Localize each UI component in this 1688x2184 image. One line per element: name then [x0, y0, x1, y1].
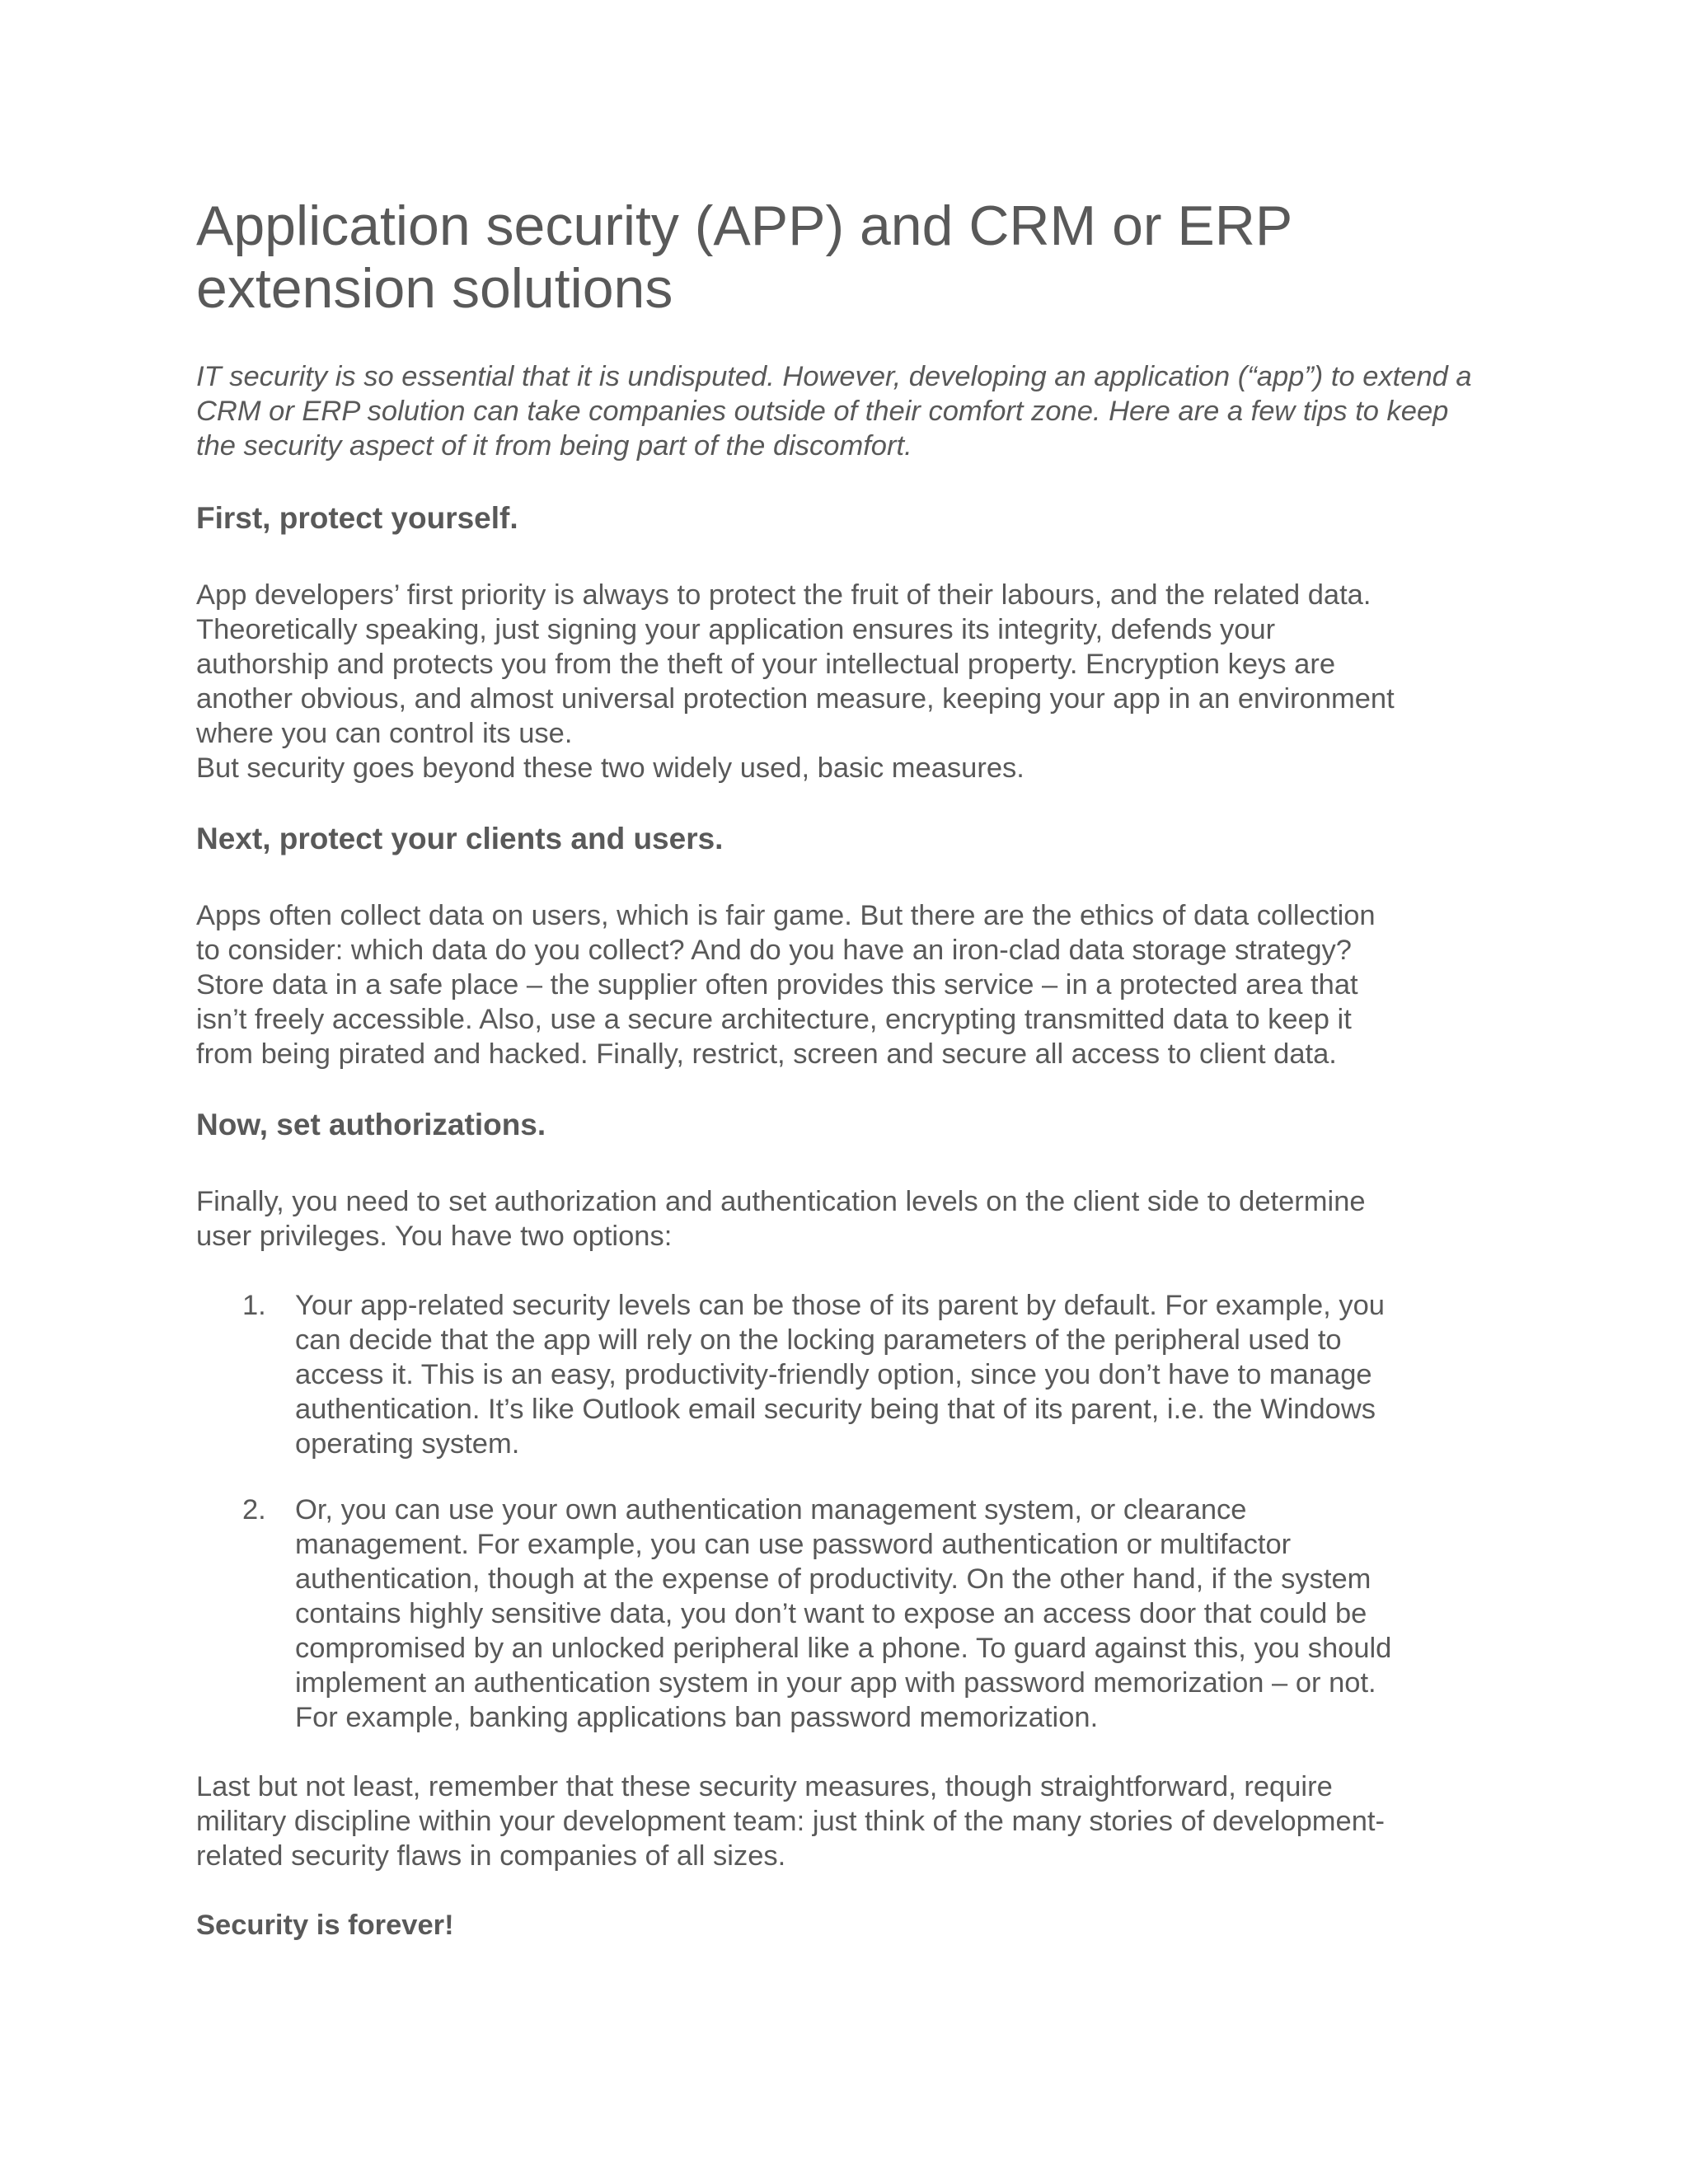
paragraph-line: Finally, you need to set authorization and authentication levels on the client side to determine: [196, 1186, 1366, 1217]
section-paragraph-protect-clients: [196, 898, 1507, 1071]
paragraph-line: But security goes beyond these two widely used, basic measures.: [196, 752, 1025, 784]
section-paragraph-protect-yourself: [196, 578, 1507, 785]
paragraph-line: Apps often collect data on users, which is fair game. But there are the ethics of data collection: [196, 900, 1376, 931]
intro-paragraph: IT security is so essential that it is undisputed. However, developing an application (“app”) to extend a CRM or ERP solution can take companies outside of their comfort zone. Here are a few tips to keep the security aspect of it from being part of the discomfort.: [196, 361, 1472, 462]
list-item: [196, 1288, 1498, 1461]
list-item-line: authentication, though at the expense of productivity. On the other hand, if the system: [295, 1563, 1372, 1595]
section-heading-set-authorizations: Now, set authorizations.: [196, 1108, 546, 1141]
list-item: [196, 1493, 1498, 1735]
list-item-line: access it. This is an easy, productivity-friendly option, since you don’t have to manage: [295, 1359, 1372, 1390]
conclusion-paragraph: [196, 1769, 1507, 1873]
list-item-line: For example, banking applications ban password memorization.: [295, 1702, 1099, 1733]
list-item-line: authentication. It’s like Outlook email security being that of its parent, i.e. the Windows: [295, 1394, 1376, 1425]
list-item-line: implement an authentication system in your app with password memorization – or not.: [295, 1667, 1376, 1699]
paragraph-line: user privileges. You have two options:: [196, 1221, 673, 1252]
document-title: Application security (APP) and CRM or ERP extension solutions: [196, 194, 1292, 320]
list-item-number: 2.: [242, 1494, 266, 1526]
paragraph-line: Store data in a safe place – the supplier often provides this service – in a protected area that: [196, 969, 1358, 1001]
list-item-line: management. For example, you can use password authentication or multifactor: [295, 1529, 1292, 1560]
list-item-line: compromised by an unlocked peripheral like a phone. To guard against this, you should: [295, 1633, 1392, 1664]
paragraph-line: authorship and protects you from the theft of your intellectual property. Encryption keys are: [196, 649, 1336, 680]
list-item-line: can decide that the app will rely on the locking parameters of the peripheral used to: [295, 1324, 1342, 1356]
list-item-line: Or, you can use your own authentication management system, or clearance: [295, 1494, 1247, 1526]
list-item-line: contains highly sensitive data, you don’t want to expose an access door that could be: [295, 1598, 1367, 1629]
paragraph-line: where you can control its use.: [196, 718, 573, 749]
paragraph-line: another obvious, and almost universal protection measure, keeping your app in an environment: [196, 683, 1395, 715]
paragraph-line: Last but not least, remember that these security measures, though straightforward, require: [196, 1771, 1333, 1802]
paragraph-line: related security flaws in companies of all sizes.: [196, 1840, 786, 1872]
list-item-number: 1.: [242, 1290, 266, 1321]
section-heading-protect-clients: Next, protect your clients and users.: [196, 822, 724, 855]
paragraph-line: Theoretically speaking, just signing your application ensures its integrity, defends your: [196, 614, 1276, 645]
closing-statement: Security is forever!: [196, 1910, 454, 1941]
paragraph-line: isn’t freely accessible. Also, use a secure architecture, encrypting transmitted data to keep it: [196, 1004, 1352, 1035]
paragraph-line: military discipline within your development team: just think of the many stories of development-: [196, 1806, 1385, 1837]
section-paragraph-set-authorizations: [196, 1184, 1507, 1254]
paragraph-line: from being pirated and hacked. Finally, restrict, screen and secure all access to client data.: [196, 1038, 1337, 1070]
options-list: [196, 1288, 1498, 1735]
paragraph-line: App developers’ first priority is always to protect the fruit of their labours, and the related data.: [196, 579, 1372, 611]
paragraph-line: to consider: which data do you collect? And do you have an iron-clad data storage strategy?: [196, 935, 1352, 966]
list-item-line: operating system.: [295, 1428, 520, 1460]
list-item-line: Your app-related security levels can be those of its parent by default. For example, you: [295, 1290, 1385, 1321]
section-heading-protect-yourself: First, protect yourself.: [196, 501, 518, 535]
